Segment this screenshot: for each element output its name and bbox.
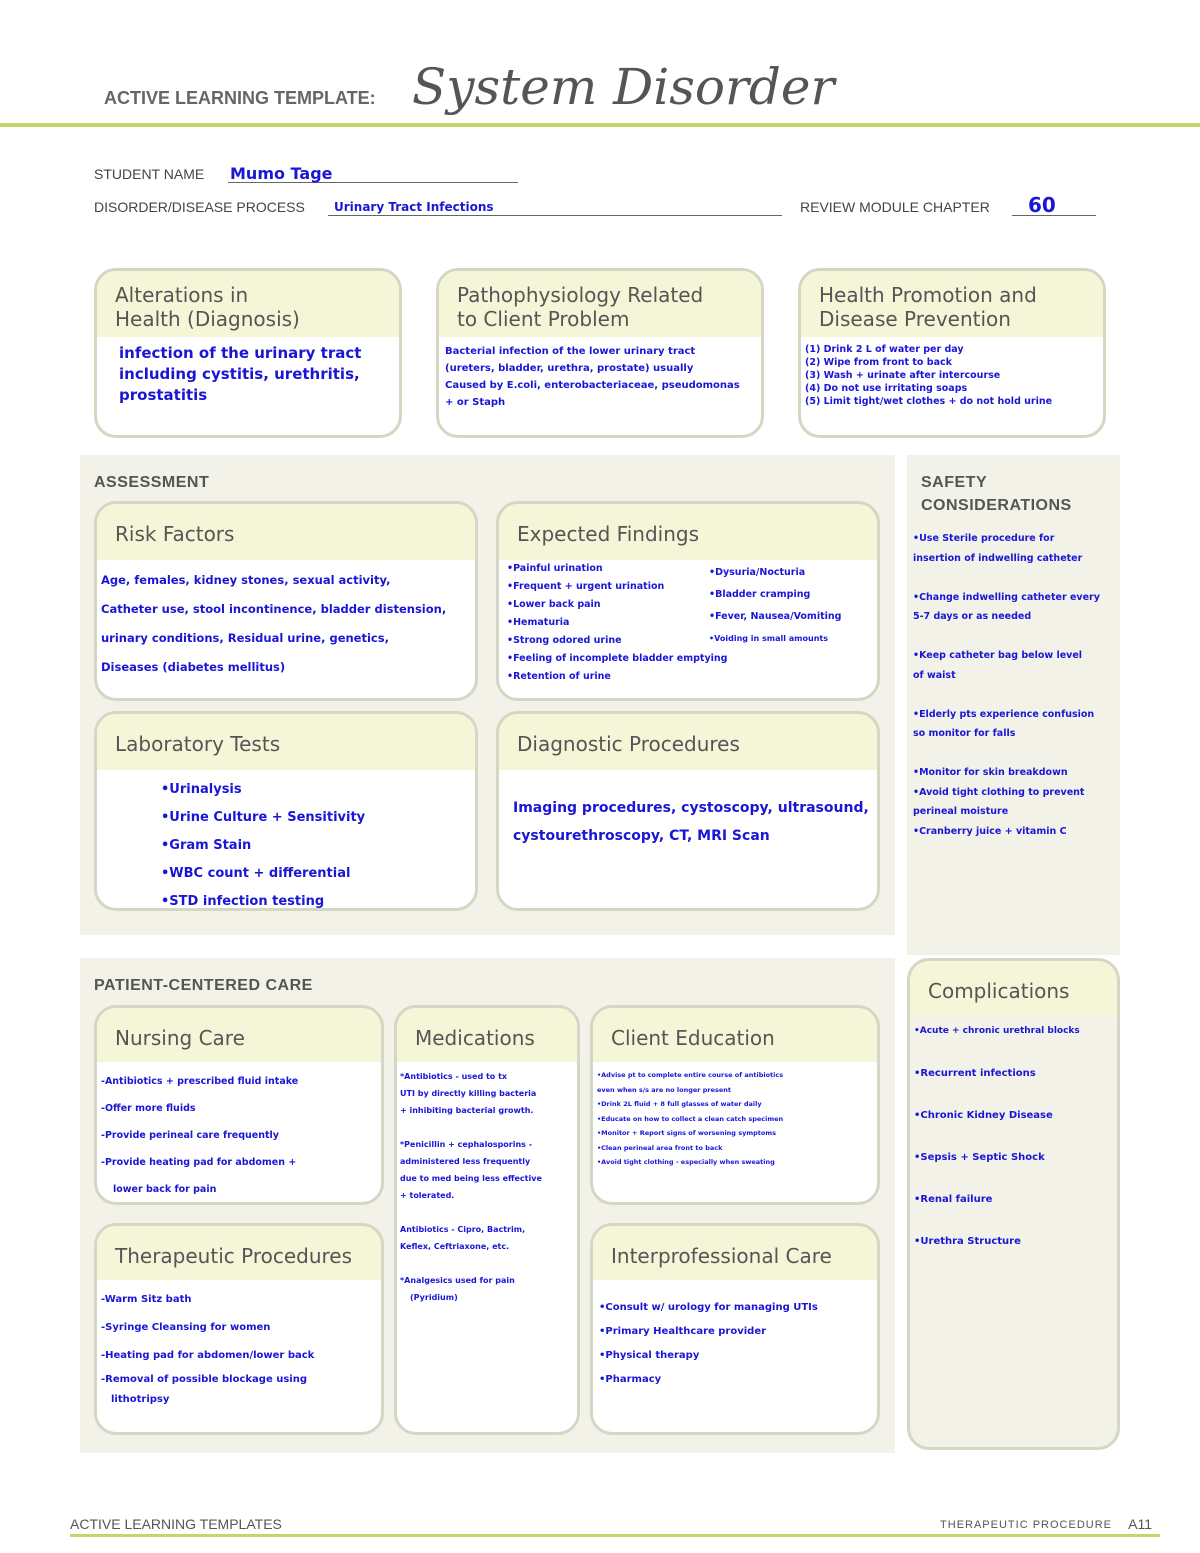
- patient-care-title: PATIENT-CENTERED CARE: [94, 977, 313, 994]
- content-line: •Bladder cramping: [709, 589, 811, 600]
- alterations-title-line2: Health (Diagnosis): [115, 307, 300, 331]
- content-line: Antibiotics - Cipro, Bactrim,: [400, 1225, 526, 1234]
- page-number: A11: [1128, 1516, 1152, 1532]
- content-line: urinary conditions, Residual urine, genetics,: [101, 631, 389, 645]
- content-line: insertion of indwelling catheter: [913, 552, 1083, 564]
- content-line: •Avoid tight clothing - especially when sweating: [597, 1158, 775, 1166]
- expected-findings-title: Expected Findings: [499, 504, 877, 560]
- pathophysiology-box: [436, 268, 764, 438]
- content-line: [913, 627, 1100, 647]
- content-line: + inhibiting bacterial growth.: [400, 1106, 534, 1115]
- health-promotion-title-line1: Health Promotion and: [819, 283, 1037, 307]
- content-line: -Heating pad for abdomen/lower back: [101, 1350, 315, 1361]
- content-line: •Lower back pain: [507, 599, 601, 610]
- chapter-label: REVIEW MODULE CHAPTER: [800, 199, 990, 215]
- content-line: -Removal of possible blockage using: [101, 1374, 307, 1385]
- template-prefix: ACTIVE LEARNING TEMPLATE:: [104, 88, 376, 108]
- content-line: prostatitis: [119, 386, 208, 404]
- content-line: •Avoid tight clothing to prevent: [913, 786, 1085, 798]
- content-line: (4) Do not use irritating soaps: [805, 383, 968, 394]
- client-education-box: [590, 1005, 880, 1205]
- content-line: *Antibiotics - used to tx: [400, 1072, 508, 1081]
- content-line: [913, 744, 1100, 764]
- complications-box: [907, 958, 1120, 1450]
- alterations-title-line1: Alterations in: [115, 283, 249, 307]
- content-line: [400, 1255, 569, 1272]
- disorder-label: DISORDER/DISEASE PROCESS: [94, 199, 305, 215]
- content-line: [914, 1210, 1109, 1231]
- content-line: •Fever, Nausea/Vomiting: [709, 611, 842, 622]
- content-line: due to med being less effective: [400, 1174, 542, 1183]
- content-line: •Physical therapy: [599, 1350, 700, 1361]
- medications-content: [397, 1062, 577, 1312]
- content-line: •Dysuria/Nocturia: [709, 567, 806, 578]
- risk-factors-content: [97, 560, 475, 688]
- content-line: •Primary Healthcare provider: [599, 1326, 767, 1337]
- interprofessional-care-content: [593, 1280, 877, 1398]
- content-line: Diseases (diabetes mellitus): [101, 660, 286, 674]
- health-promotion-content: [801, 337, 1103, 414]
- content-line: -Syringe Cleansing for women: [101, 1322, 271, 1333]
- page-title: System Disorder: [412, 58, 835, 116]
- medications-box: [394, 1005, 580, 1435]
- content-line: administered less frequently: [400, 1157, 531, 1166]
- nursing-care-title: Nursing Care: [97, 1008, 381, 1062]
- therapeutic-procedures-box: [94, 1223, 384, 1435]
- content-line: •Chronic Kidney Disease: [914, 1110, 1053, 1121]
- content-line: Imaging procedures, cystoscopy, ultrasound,: [513, 800, 869, 816]
- content-line: •Advise pt to complete entire course of antibiotics: [597, 1071, 784, 1079]
- content-line: •Retention of urine: [507, 671, 611, 682]
- content-line: •Sepsis + Septic Shock: [914, 1152, 1045, 1163]
- content-line: Bacterial infection of the lower urinary tract: [445, 346, 696, 357]
- interprofessional-care-title: Interprofessional Care: [593, 1226, 877, 1280]
- content-line: •Use Sterile procedure for: [913, 533, 1055, 544]
- alterations-box: [94, 268, 402, 438]
- content-line: *Penicillin + cephalosporins -: [400, 1140, 533, 1149]
- content-line: -Offer more fluids: [101, 1103, 196, 1114]
- content-line: •Hematuria: [507, 617, 570, 628]
- header: [104, 58, 1104, 118]
- student-name-label: STUDENT NAME: [94, 166, 205, 182]
- content-line: •Recurrent infections: [914, 1068, 1036, 1079]
- content-line: •Strong odored urine: [507, 635, 622, 646]
- content-line: •Frequent + urgent urination: [507, 581, 665, 592]
- expected-findings-right: [709, 562, 841, 650]
- content-line: (3) Wash + urinate after intercourse: [805, 370, 1001, 381]
- footer-left: ACTIVE LEARNING TEMPLATES: [70, 1516, 282, 1532]
- content-line: •Pharmacy: [599, 1374, 662, 1385]
- content-line: [400, 1204, 569, 1221]
- lab-tests-title: Laboratory Tests: [97, 714, 475, 770]
- content-line: UTI by directly killing bacteria: [400, 1089, 537, 1098]
- chapter-row: [800, 193, 1100, 221]
- content-line: [914, 1168, 1109, 1189]
- content-line: •Renal failure: [914, 1194, 993, 1205]
- content-line: 5-7 days or as needed: [913, 611, 1032, 622]
- content-line: •Urethra Structure: [914, 1236, 1021, 1247]
- lab-tests-box: [94, 711, 478, 911]
- therapeutic-procedures-title: Therapeutic Procedures: [97, 1226, 381, 1280]
- content-line: infection of the urinary tract: [119, 344, 362, 362]
- footer-right-label: THERAPEUTIC PROCEDURE: [940, 1519, 1112, 1531]
- disorder-underline: [328, 215, 782, 216]
- content-line: Catheter use, stool incontinence, bladder distension,: [101, 602, 447, 616]
- nursing-care-box: [94, 1005, 384, 1205]
- content-line: (1) Drink 2 L of water per day: [805, 344, 964, 355]
- content-line: •Consult w/ urology for managing UTIs: [599, 1302, 818, 1313]
- footer-rule: [70, 1534, 1160, 1537]
- content-line: *Analgesics used for pain: [400, 1276, 515, 1285]
- safety-panel: [907, 455, 1120, 955]
- content-line: [914, 1126, 1109, 1147]
- content-line: •Drink 2L fluid + 8 full glasses of water daily: [597, 1100, 762, 1108]
- student-name-row: [94, 164, 594, 188]
- content-line: (5) Limit tight/wet clothes + do not hold urine: [805, 396, 1053, 407]
- client-education-title: Client Education: [593, 1008, 877, 1062]
- interprofessional-care-box: [590, 1223, 880, 1435]
- content-line: •Urinalysis: [161, 782, 242, 797]
- risk-factors-title: Risk Factors: [97, 504, 475, 560]
- safety-content: [913, 529, 1100, 841]
- content-line: [913, 685, 1100, 705]
- content-line: including cystitis, urethritis,: [119, 365, 360, 383]
- therapeutic-procedures-content: [97, 1280, 381, 1416]
- content-line: •Feeling of incomplete bladder emptying: [507, 653, 728, 664]
- complications-title: Complications: [910, 961, 1117, 1017]
- disorder-row: [94, 197, 794, 221]
- content-line: •Educate on how to collect a clean catch specimen: [597, 1114, 784, 1123]
- content-line: lower back for pain: [113, 1184, 217, 1195]
- pathophysiology-content: [439, 337, 761, 417]
- content-line: [914, 1042, 1109, 1063]
- content-line: -Warm Sitz bath: [101, 1294, 192, 1305]
- content-line: perineal moisture: [913, 806, 1009, 817]
- pathophysiology-title: [439, 271, 761, 337]
- content-line: •Gram Stain: [161, 838, 252, 853]
- content-line: -Provide perineal care frequently: [101, 1130, 279, 1141]
- content-line: -Antibiotics + prescribed fluid intake: [101, 1076, 299, 1087]
- content-line: •Elderly pts experience confusion: [913, 708, 1095, 720]
- diagnostic-procedures-content: [499, 770, 877, 856]
- content-line: lithotripsy: [111, 1394, 170, 1405]
- content-line: •Painful urination: [507, 563, 603, 574]
- content-line: [400, 1119, 569, 1136]
- complications-content: [910, 1017, 1117, 1258]
- safety-title-line2: CONSIDERATIONS: [921, 497, 1072, 514]
- assessment-title: ASSESSMENT: [94, 474, 210, 491]
- content-line: so monitor for falls: [913, 728, 1016, 739]
- content-line: (ureters, bladder, urethra, prostate) usually: [445, 363, 694, 374]
- header-rule: [0, 123, 1200, 127]
- health-promotion-box: [798, 268, 1106, 438]
- content-line: [914, 1084, 1109, 1105]
- risk-factors-box: [94, 501, 478, 701]
- nursing-care-content: [97, 1062, 381, 1205]
- pathophysiology-title-line1: Pathophysiology Related: [457, 283, 704, 307]
- diagnostic-procedures-title: Diagnostic Procedures: [499, 714, 877, 770]
- content-line: •Acute + chronic urethral blocks: [914, 1026, 1080, 1036]
- health-promotion-title-line2: Disease Prevention: [819, 307, 1011, 331]
- content-line: (Pyridium): [410, 1293, 458, 1302]
- content-line: •Cranberry juice + vitamin C: [913, 825, 1067, 837]
- content-line: Keflex, Ceftriaxone, etc.: [400, 1242, 510, 1251]
- expected-findings-left: [507, 560, 727, 686]
- content-line: •Monitor + Report signs of worsening symptoms: [597, 1129, 776, 1137]
- chapter-value: 60: [1028, 193, 1056, 217]
- client-education-content: [593, 1062, 877, 1176]
- content-line: •Voiding in small amounts: [709, 634, 828, 643]
- content-line: •STD infection testing: [161, 894, 325, 909]
- content-line: [913, 568, 1100, 588]
- expected-findings-box: [496, 501, 880, 701]
- content-line: -Provide heating pad for abdomen +: [101, 1157, 297, 1168]
- pathophysiology-title-line2: to Client Problem: [457, 307, 630, 331]
- diagnostic-procedures-box: [496, 711, 880, 911]
- student-name-value: Mumo Tage: [230, 164, 333, 183]
- medications-title: Medications: [397, 1008, 577, 1062]
- content-line: of waist: [913, 669, 956, 681]
- alterations-title: [97, 271, 399, 337]
- content-line: + tolerated.: [400, 1191, 455, 1200]
- content-line: •Change indwelling catheter every: [913, 591, 1100, 603]
- content-line: •Urine Culture + Sensitivity: [161, 810, 366, 825]
- content-line: •Clean perineal area front to back: [597, 1143, 723, 1152]
- alterations-content: [97, 337, 399, 412]
- content-line: •WBC count + differential: [161, 866, 351, 881]
- content-line: even when s/s are no longer present: [597, 1085, 731, 1094]
- health-promotion-title: [801, 271, 1103, 337]
- content-line: •Keep catheter bag below level: [913, 650, 1083, 661]
- disorder-value: Urinary Tract Infections: [334, 200, 494, 214]
- content-line: (2) Wipe from front to back: [805, 357, 952, 368]
- content-line: •Monitor for skin breakdown: [913, 767, 1068, 778]
- safety-title-line1: SAFETY: [921, 474, 988, 491]
- content-line: Age, females, kidney stones, sexual activity,: [101, 573, 391, 587]
- content-line: Caused by E.coli, enterobacteriaceae, pseudomonas: [445, 380, 740, 391]
- content-line: cystourethroscopy, CT, MRI Scan: [513, 828, 770, 844]
- lab-tests-content: [97, 770, 475, 911]
- content-line: + or Staph: [445, 397, 506, 408]
